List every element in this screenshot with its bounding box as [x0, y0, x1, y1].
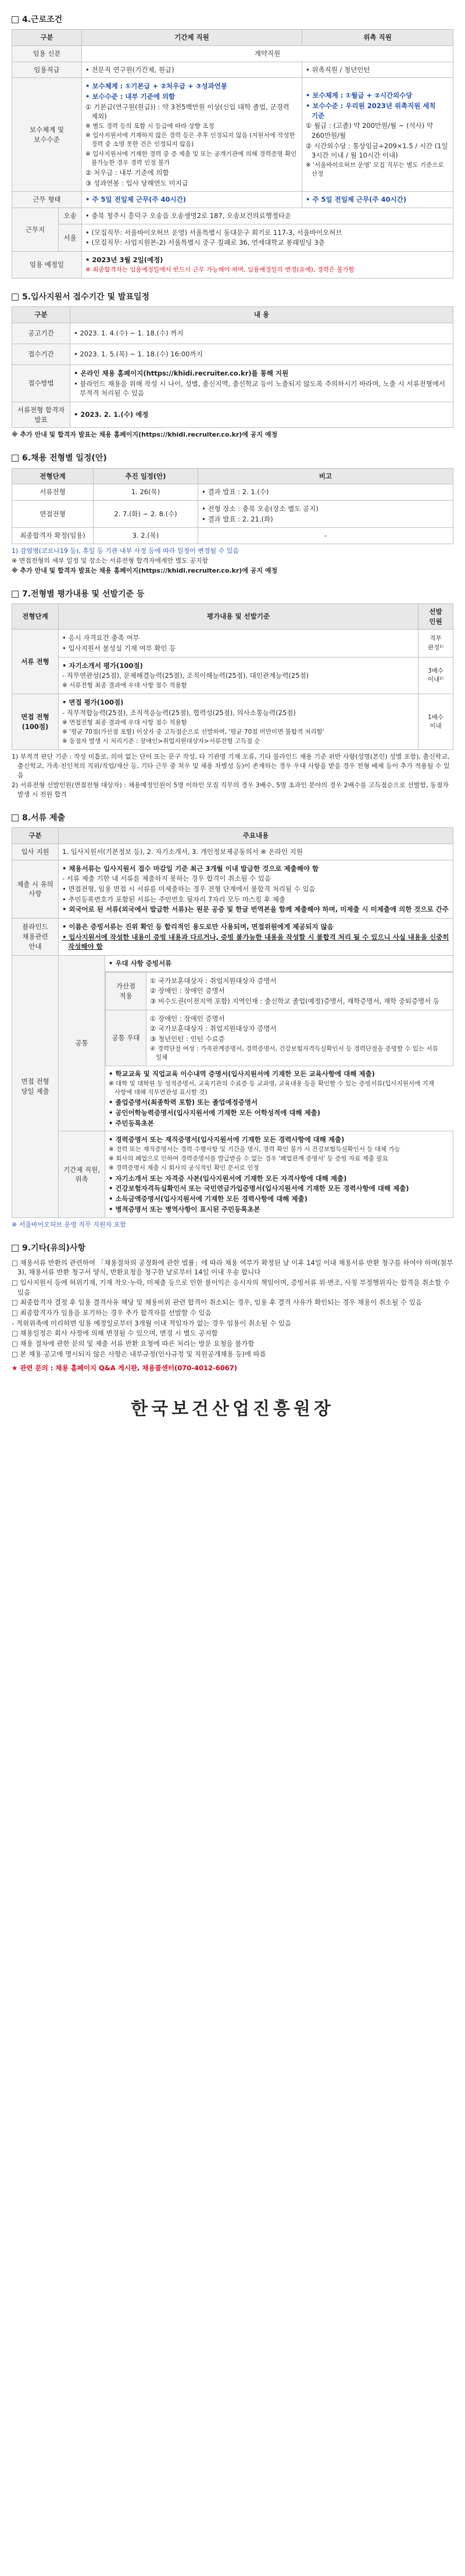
caution-list: • 채용서류는 입사지원서 접수 마감일 기준 최근 3개월 이내 발급한 것으로 제출해야 함 - 서류 제출 기한 내 서류를 제출하지 못하는 경우 합격이 취소될 수 있음 • 면접전형, 임용 면접 시 서류를 미제출하는 경우 전형 단계에서 불합격 처리될 수 있음 • 추민등록번호가 포함된 서류는 주민번호 뒷자리 7자리 모두 마스킹 후 제출 • 외국어로 된 서류(외국에서 발급한 서류)는 원문 공증 및 한글 번역본을 함께 제출해야 하며, 미제출 시 미제출에 의한 것으로 간주: [62, 864, 449, 914]
application-period: • 2023. 1. 5.(목) ~ 1. 18.(수) 16:00까지: [70, 344, 453, 365]
schedule-table: 구분 내 용 공고기간 • 2023. 1. 4.(수) ~ 1. 18.(수) 까지 접수기간 • 2023. 1. 5.(목) ~ 1. 18.(수) 16:00까지 접수방법 • 온라인 채용 홈페이지(https://khidi.recruiter.co.kr)를 통해 지원 • 블라인드 채용을 위해 작성 시 나이, 성별, 출신지역, 출신학교 등이 노출되지 않도록 주의하시기 바라며, 노출 시 서류전형에서 부적격 처리될 수 있음 서류전형 합격자 발표 • 2023. 2. 1.(수) 예정: [12, 306, 453, 428]
pay-contract-list: • 보수체계 : ①기본급 + ②처우급 + ③성과연봉 • 보수수준 : 내부 기준에 의함 ① 기본급(연구원(원급)) : 약 3천5백만원 이상(신입 대학 졸업, 군경력 제외) ※ 별도 경력 등의 포함 시 등급에 따라 상향 조정 ※ 입사지원서에 기재하지 않은 경력 등은 추후 인정되지 않음 (지원서에 작성한 경력 중 소명 못한 건은 인정되지 않음) ※ 입사지원서에 기재한 경력 중 증 제출 및 또는 공개기관에 의해 경력증명 확인 불가능한 경우 경력 인정 불가 ② 처우급 : 내부 기준에 의함 ③ 성과연봉 : 입사 당해연도 미지급: [85, 82, 297, 187]
workplace-seoul: • (모집직무: 서울바이오허브 운영) 서울특별시 동대문구 회기로 117-3, 서울바이오허브 • (모집직무: 사업지원본-2) 서울특별시 중구 칠패로 36, 연세대학교 봉래빌딩 3층: [85, 228, 342, 247]
notice-list: □ 채용서류 반환의 관련하여 「채용절차의 공정화에 관한 법률」에 따라 채용 여부가 확정된 날 이후 14일 이내 채용서류 반환 청구를 하여야 하며(첨부3), 채용서류 반환 청구서 양식, 반환요청을 청구한 날로부터 14일 이내 우송 합니다 □ 입사지원서 등에 허위기재, 기재 착오·누락, 미제출 등으로 인한 불이익은 응시자의 책임이며, 증빙서류 위·변조, 사칭 부정행위자는 합격을 취소할 수 있음 □ 최종합격자 결정 후 임용 결격사유 해당 및 채용비위 관련 합격이 취소되는 경우, 임용 후 결격 사유가 확인되는 경우 채용이 취소될 수 있음 □ 최종합격자가 임용을 포기하는 경우 추가 합격자를 선발할 수 있음 - 적위위촉에 미리하면 임용 예정일로부터 3개월 이내 적임자가 없는 경우 임용이 취소될 수 있음 □ 채용일정은 회사 사정에 의해 변경될 수 있으며, 변경 시 별도 공지함 □ 채용 절차에 관한 문의 및 제출 서류 반환 요청에 따른 처리는 방문 요청을 불가함 □ 본 채용 공고에 명시되지 않은 사항은 내부규정(인사규정 및 직원공개채용 등)에 따름: [12, 1258, 453, 1358]
stage-schedule-table: 전형단계 추진 일정(안) 비고 서류전형 1. 26(목) • 결과 발표 : 2. 1.(수) 면접전형 2. 7.(화) ~ 2. 8.(수) • 전형 장소 : 충북 오송(장소 별도 공지) • 결과 발표 : 2. 21.(화) 최종합격자 확정(임용) 3. 2.(목) -: [12, 468, 453, 544]
checkbox-icon: [12, 16, 19, 23]
appointment-status: 계약직원: [82, 45, 453, 62]
application-method: • 온라인 채용 홈페이지(https://khidi.recruiter.co.kr)를 통해 지원 • 블라인드 채용을 위해 작성 시 나이, 성별, 출신지역, 출신학교 등이 노출되지 않도록 주의하시기 바라며, 노출 시 서류전형에서 부적격 처리될 수 있음: [74, 369, 449, 398]
work-conditions-table: [12, 29, 453, 278]
row-label: 보수체계 및 보수수준: [12, 78, 82, 192]
section-5-title: 5.입사지원서 접수기간 및 발표일정: [12, 291, 453, 303]
section-8-title: 8.서류 제출: [12, 812, 453, 824]
pay-commissioned-list: • 보수체계 : ①월급 + ②시간외수당 • 보수수준 : 우리원 2023년 위촉직원 세칙 기준 ① 월급 : (고졸) 약 200만원/월 ~ (석사) 약 260만원/월 ② 시간외수당 : 통상임금÷209×1.5 / 시간 (1일 3시간 이내 / 월 10시간 이내) ※ '서울바이오허브 운영' 모집 직무는 별도 기준으로 산정: [306, 91, 448, 178]
checkbox-icon: [12, 455, 19, 462]
career-docs-list: • 경력증명서 또는 재직증명서(입사지원서에 기재한 모든 경력사항에 대해 제출) ※ 경력 또는 재직증명서는 경력 수행사항 및 기간을 명시, 경력 확인 불가 시 건강보험득실확인서 등 대체 가능 ※ 회사의 폐업으로 인하여 경력증명서를 발급받을 수 없는 경우 '폐업관계 증명서' 등 증빙 자료 제출 필요 ※ 경력증명서 제출 시 회사의 공식적인 확인 문서로 인정 • 자기소개서 또는 자격증 사본(입사지원서에 기재한 모든 자격사항에 대해 제출) • 건강보험자격득실확인서 또는 국민연금가입증명서(입사지원서에 기재한 모든 경력사항에 대해 제출) • 소득금액증명서(입사지원서에 기재한 모든 경력사항에 대해 제출) • 병적증명서 또는 병역사항이 표시된 주민등록초본: [109, 1135, 409, 1213]
section-9-title: 9.기타(유의)사항: [12, 1242, 453, 1254]
checkbox-icon: [12, 294, 19, 301]
sub-label: 오송: [59, 208, 82, 224]
evaluation-table: 전형단계 평가내용 및 선발기준 선발 인원 서류 전형 • 응시 자격요건 충족 여부 • 입사지원서 불성실 기재 여부 확인 등 적부 판정¹⁾ • 자기소개서 평가(100점) - 직무연관성(25점), 문제해결능력(25점), 조직이해능력(25점), 대인관계능력(25점) ※ 서류전형 최종 결과에 우대 사항 점수 적용함 3배수 이내²⁾ 면접 전형 (100점) • 면접 평가(100점) - 직무적합능력(25점), 조직적응능력(25점), 협력성(25점), 의사소통능력(25점) ※ 면접전형 최종 결과에 우대 사항 점수 적용함 ※ '평균 70점(가산점 포함) 이상자 중 고득점순으로 선발하며, '평균 70점 미만이면 불합격 처리함' ※ 동점자 발생 시 처리기준 : 장애인>취업지원대상자>서류전형 고득점 순 1배수 이내: [12, 603, 453, 750]
blind-list: • 이름은 증빙서류는 진위 확인 등 합리적인 용도로만 사용되며, 면접위원에게 제공되지 않음 • 입사지원서에 작성한 내용이 증빙 내용과 다르거나, 증빙 불가능한 내용을 작성할 시 불합격 처리 될 수 있으니 사실 내용을 신중히 작성해야 함: [62, 922, 449, 951]
issuer-signature: 한국보건산업진흥원장: [131, 1398, 334, 1419]
section-6-notes: 1) 감염병(코로나19 등), 휴일 등 기관 내부 사정 등에 따라 일정이 변경될 수 있음 ※ 면접전형의 세부 일정 및 장소는 서류전형 합격자에게만 별도 공지함 ※ 추가 안내 및 합격자 발표는 채용 홈페이지(https://khidi.recruiter.co.kr)에 공지 예정: [12, 546, 278, 574]
section-7-title: 7.전형별 평가내용 및 선발기준 등: [12, 588, 453, 600]
checkbox-icon: [12, 591, 19, 598]
header-commissioned: 위촉 직원: [302, 30, 453, 46]
section-8-note: ※ 서울바이오허브 운영 직무 지원자 포함: [12, 1221, 126, 1229]
section-4-title: 4.근로조건: [12, 14, 453, 26]
contact-info: ★ 관련 문의 : 채용 홈페이지 Q&A 게시판, 채용콜센터(070-4012-6067): [12, 1364, 238, 1373]
rank-commissioned: • 위촉직원 / 청년인턴: [302, 62, 453, 78]
document-result-date: • 2023. 2. 1.(수) 예정: [70, 402, 453, 428]
checkbox-icon: [12, 814, 19, 821]
row-label: 근무 형태: [12, 192, 82, 208]
preference-subtable: 가산점 적용 ① 국가보훈대상자 : 취업지원대상자 증명서 ② 장애인 : 장애인 증명서 ③ 비수도권(이전지역 포함) 지역인재 : 출신학교 졸업(예정)증명서, 재학증명서, 재학 중퇴증명서 등 공통 우대 ① 장애인 : 장애인 증명서 ② 국가보훈대상자 : 취업지원대상자 증명서 ③ 청년인턴 : 인턴 수료증 ④ 경력단절 여성 : 가족관계증명서, 경력증명서, 건강보험자격득실확인서 등 경력단절을 증명할 수 있는 서류 일체: [105, 972, 453, 1066]
documents-table: 구분 주요내용 입사 지원 1. 입사지원서(기본정보 등), 2. 자기소개서, 3. 개인정보제공동의서 ※ 온라인 지원 제출 시 유의 사항 • 채용서류는 입사지원서 접수 마감일 기준 최근 3개월 이내 발급한 것으로 제출해야 함 - 서류 제출 기한 내 서류를 제출하지 못하는 경우 합격이 취소될 수 있음 • 면접전형, 임용 면접 시 서류를 미제출하는 경우 전형 단계에서 불합격 처리될 수 있음 • 추민등록번호가 포함된 서류는 주민번호 뒷자리 7자리 모두 마스킹 후 제출 • 외국어로 된 서류(외국에서 발급한 서류)는 원문 공증 및 한글 번역본을 함께 제출해야 하며, 미제출 시 미제출에 의한 것으로 간주 블라인드 채용관련 안내 • 이름은 증빙서류는 진위 확인 등 합리적인 용도로만 사용되며, 면접위원에게 제공되지 않음 • 입사지원서에 작성한 내용이 증빙 내용과 다르거나, 증빙 불가능한 내용을 작성할 시 불합격 처리 될 수 있으니 사실 내용을 신중히 작성해야 함 면접 전형 당일 제출 공통 • 우대 사항 증빙서류 가산점 적용 ① 국가보훈대상자 : 취업지원대상자 증명서 ② 장애인 : 장애인 증명서 ③ 비수도권(이전지역 포함) 지역인재 : 출신학교 졸업(예정)증명서, 재학증명서, 재학 중퇴증명서 등 공통 우대 ① 장애인 : 장애인 증명서 ② 국가보훈대상자 : 취업지원대상자 증명서 ③ 청년인턴 : 인턴 수료증 ④ 경력단절 여성 : 가족관계증명서, 경력증명서, 건강보험자격득실확인서 등 경력단절을 증명할 수 있는 서류 일체 • 학교교육 및 직업교육 이수내역 증명서(입사지원서에 기재한 모든 교육사항에 대해 제출) ※ 대학 및 대학원 등 성적증명서, 교육기관의 수료증 등 교과명, 교육내용 등을 확인할 수 있는 증빙서류(입사지원서에 기재 사항에 대해 직무연관성 표시할 것) • 졸업증명서(최종학력 포함) 또는 졸업예정증명서 • 공인어학능력증명서(입사지원서에 기재한 모든 어학성적에 대해 제출) • 주민등록초본 기간제 직원, 위촉 • 경력증명서 또는 재직증명서(입사지원서에 기재한 모든 경력사항에 대해 제출) ※ 경력 또는 재직증명서는 경력 수행사항 및 기간을 명시, 경력 확인 불가 시 건강보험득실확인서 등 대체 가능 ※ 회사의 폐업으로 인하여 경력증명서를 발급받을 수 없는 경우 '폐업관계 증명서' 등 증빙 자료 제출 필요 ※ 경력증명서 제출 시 회사의 공식적인 확인 문서로 인정 • 자기소개서 또는 자격증 사본(입사지원서에 기재한 모든 자격사항에 대해 제출) • 건강보험자격득실확인서 또는 국민연금가입증명서(입사지원서에 기재한 모든 경력사항에 대해 제출) • 소득금액증명서(입사지원서에 기재한 모든 경력사항에 대해 제출) • 병적증명서 또는 병역사항이 표시된 주민등록초본: [12, 827, 453, 1218]
checkbox-icon: [12, 1245, 19, 1252]
section-5-note: ※ 추가 안내 및 합격자 발표는 채용 홈페이지(https://khidi.recruiter.co.kr)에 공지 예정: [12, 431, 278, 439]
section-7-notes: 1) 부적격 판단 기준 : 작성 미흡로, 의미 없는 단어 또는 문구 작성, 타 기관명 기재 오류, 기타 블라인드 채용 기준 위반 사항(성명(본인) 성별 포함), 출신학교, 출신학교, 가족·친인척의 직위/직업/재산 등, 기타 근무 중 처우 및 채용 차별성 등)이 존재하는 경우 우대 사항을 받을 경우 전형 배제 등이 추가 적용될 수 있음 2) 서류전형 선발인원(면접전형 대상자) : 채용예정인원이 5명 이하인 모집 직무의 경우 3배수, 5명 초과인 분야의 경우 2배수를 고득점순으로 선발함, 동점자 발생 시 전원 합격: [12, 753, 450, 799]
announcement-period: • 2023. 1. 4.(수) ~ 1. 18.(수) 까지: [70, 323, 453, 344]
section-6-title: 6.채용 전형별 일정(안): [12, 452, 453, 464]
recruit-site-link[interactable]: • 온라인 채용 홈페이지(https://khidi.recruiter.co.kr)를 통해 지원: [74, 369, 289, 377]
rank-contract: • 전문직 연구원(기간제, 원급): [82, 62, 302, 78]
row-label: 근무지: [12, 208, 59, 252]
start-date: • 2023년 3월 2일(예정) ※ 최종합격자는 임용예정일에서 반드시 근무 가능해야 하며, 임용예정일의 변경(유예), 경력은 불가함: [85, 256, 355, 273]
row-label: 임용직급: [12, 62, 82, 78]
row-label: 임용 신분: [12, 45, 82, 62]
row-label: 임용 예정일: [12, 252, 82, 278]
header-contract: 기간제 직원: [82, 30, 302, 46]
sub-label: 서울: [59, 224, 82, 251]
header-category: 구분: [12, 30, 82, 46]
common-docs-list: • 학교교육 및 직업교육 이수내역 증명서(입사지원서에 기재한 모든 교육사항에 대해 제출) ※ 대학 및 대학원 등 성적증명서, 교육기관의 수료증 등 교과명, 교육내용 등을 확인할 수 있는 증빙서류(입사지원서에 기재 사항에 대해 직무연관성 표시할 것) • 졸업증명서(최종학력 포함) 또는 졸업예정증명서 • 공인어학능력증명서(입사지원서에 기재한 모든 어학성적에 대해 제출) • 주민등록초본: [109, 1070, 434, 1127]
work-type-commissioned: • 주 5일 전일제 근무(주 40시간): [302, 192, 453, 208]
work-type-contract: • 주 5일 전일제 근무(주 40시간): [82, 192, 302, 208]
workplace-osong: • 충북 청주시 흥덕구 오송읍 오송생명2로 187, 오송보건의료행정타운: [82, 208, 453, 224]
